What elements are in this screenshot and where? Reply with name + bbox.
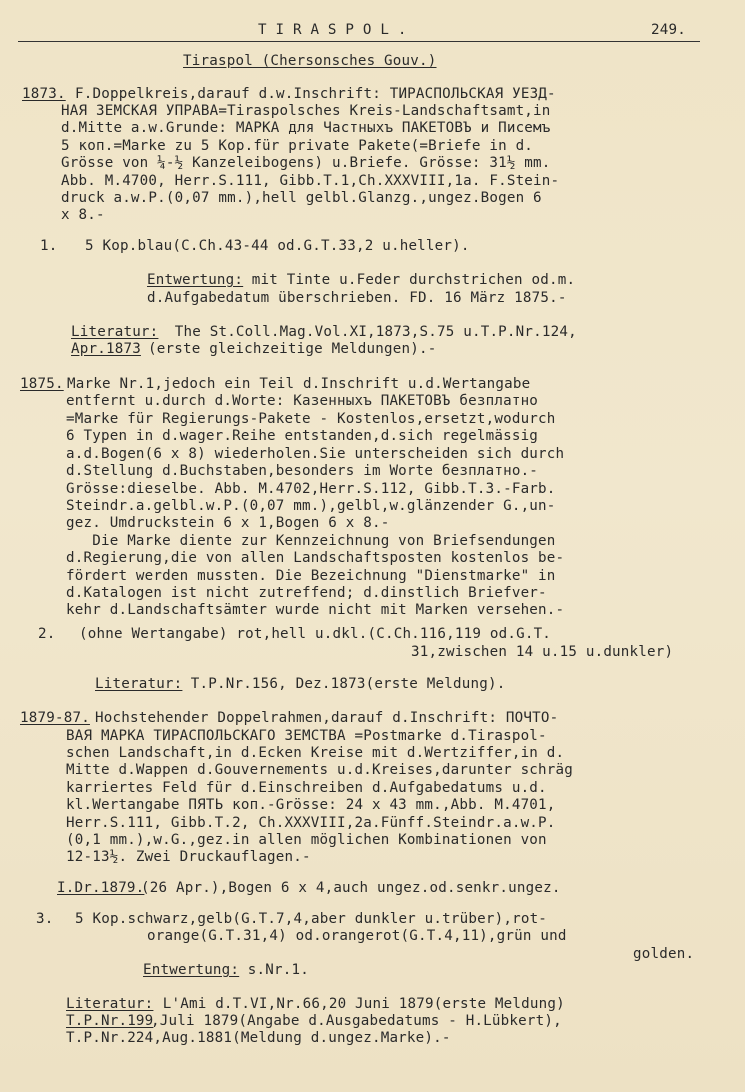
literatur-3-line-2: ,Juli 1879(Angabe d.Ausgabedatums - H.Lübkert), <box>151 1013 562 1029</box>
entry-1879-line-2: ВАЯ МАРКА ТИРАСПОЛЬСКАГО ЗЕМСТВА =Postmarke d.Tiraspol- <box>66 728 547 744</box>
literatur-1-line-1: The St.Coll.Mag.Vol.XI,1873,S.75 u.T.P.Nr.124, <box>166 324 577 340</box>
item-2-number: 2. <box>38 626 56 642</box>
item-3-number: 3. <box>36 911 54 927</box>
entry-1875-line-6: d.Stellung d.Buchstaben,besonders im Worte безплатно.- <box>66 463 539 479</box>
entry-1875-line-13: d.Katalogen ist nicht zutreffend; d.dinstlich Briefver- <box>66 585 547 601</box>
entry-year-1873: 1873. <box>22 86 66 102</box>
entry-1879-line-9: 12-13½. Zwei Druckauflagen.- <box>66 849 311 865</box>
entry-1875-line-2: entfernt u.durch d.Worte: Казенныхъ ПАКЕТОВЪ безплатно <box>66 393 539 409</box>
item-1-number: 1. <box>40 238 58 254</box>
literatur-label-3: Literatur: <box>66 996 154 1012</box>
literatur-label-1: Literatur: <box>71 324 159 340</box>
entwertung-1-line-2: d.Aufgabedatum überschrieben. FD. 16 März 1875.- <box>147 290 567 306</box>
entry-1875-line-3: =Marke für Regierungs-Pakete - Kostenlos,ersetzt,wodurch <box>66 411 556 427</box>
entry-1875-line-8: Steindr.a.gelbl.w.P.(0,07 mm.),gelbl,w.glänzender G.,un- <box>66 498 556 514</box>
literatur-3-line-1: L'Ami d.T.VI,Nr.66,20 Juni 1879(erste Meldung) <box>154 996 565 1012</box>
entry-1873-line-5: Grösse von ¼-½ Kanzeleibogens) u.Briefe. Grösse: 31½ mm. <box>61 155 551 171</box>
druck-label: I.Dr.1879. <box>57 880 145 896</box>
entry-1873-line-4: 5 коп.=Marke zu 5 Kop.für private Pakete(=Briefe in d. <box>61 138 534 154</box>
entry-1875-line-5: a.d.Bogen(6 x 8) wiederholen.Sie unterscheiden sich durch <box>66 446 565 462</box>
entry-1873-line-8: x 8.- <box>61 207 105 223</box>
entry-1873-line-1: F.Doppelkreis,darauf d.w.Inschrift: ТИРАСПОЛЬСКАЯ УЕЗД- <box>75 86 556 102</box>
entwertung-label-1: Entwertung: <box>147 272 244 288</box>
item-3-line-2: orange(G.T.31,4) od.orangerot(G.T.4,11),grün und <box>147 928 567 944</box>
literatur-2-text: T.P.Nr.156, Dez.1873(erste Meldung). <box>182 676 506 692</box>
entry-1879-line-6: kl.Wertangabe ПЯТЬ коп.-Grösse: 24 x 43 mm.,Abb. M.4701, <box>66 797 556 813</box>
entry-1875-line-9: gez. Umdruckstein 6 x 1,Bogen 6 x 8.- <box>66 515 390 531</box>
item-2-line-2: 31,zwischen 14 u.15 u.dunkler) <box>411 644 674 660</box>
literatur-3-ref: T.P.Nr.199 <box>66 1013 154 1029</box>
entry-1875-line-12: fördert werden mussten. Die Bezeichnung "Dienstmarke" in <box>66 568 556 584</box>
druck-text: (26 Apr.),Bogen 6 x 4,auch ungez.od.senkr.ungez. <box>141 880 561 896</box>
literatur-3-line-3: T.P.Nr.224,Aug.1881(Meldung d.ungez.Marke).- <box>66 1030 451 1046</box>
entry-1875-line-11: d.Regierung,die von allen Landschaftsposten kostenlos be- <box>66 550 565 566</box>
literatur-1-date: Apr.1873 <box>71 341 141 357</box>
entry-1875-line-14: kehr d.Landschaftsämter wurde nicht mit Marken versehen.- <box>66 602 565 618</box>
entry-year-1879: 1879-87. <box>20 710 90 726</box>
entry-1873-line-2: НАЯ ЗЕМСКАЯ УПРАВА=Tiraspolsches Kreis-Landschaftsamt,in <box>61 103 551 119</box>
entry-1875-line-7: Grösse:dieselbe. Abb. M.4702,Herr.S.112, Gibb.T.3.-Farb. <box>66 481 556 497</box>
entry-1879-line-5: karriertes Feld für d.Einschreiben d.Aufgabedatums u.d. <box>66 780 547 796</box>
literatur-label-2: Literatur: <box>95 676 183 692</box>
entry-1873-line-6: Abb. M.4700, Herr.S.111, Gibb.T.1,Ch.XXXVIII,1a. F.Stein- <box>61 173 560 189</box>
entry-1875-line-4: 6 Typen in d.wager.Reihe entstanden,d.sich regelmässig <box>66 428 539 444</box>
item-3-line-3: golden. <box>633 946 695 962</box>
entwertung-1-line-1: mit Tinte u.Feder durchstrichen od.m. <box>243 272 576 288</box>
entry-1873-line-7: druck a.w.P.(0,07 mm.),hell gelbl.Glanzg.,ungez.Bogen 6 <box>61 190 542 206</box>
header-rule <box>18 41 700 42</box>
entry-year-1875: 1875. <box>20 376 64 392</box>
page-number: 249. <box>651 22 686 38</box>
entry-1879-line-4: Mitte d.Wappen d.Gouvernements u.d.Kreises,darunter schräg <box>66 762 574 778</box>
entry-1875-line-10: Die Marke diente zur Kennzeichnung von Briefsendungen <box>66 533 556 549</box>
entwertung-label-3: Entwertung: <box>143 962 240 978</box>
item-2-line-1: (ohne Wertangabe) rot,hell u.dkl.(C.Ch.116,119 od.G.T. <box>79 626 552 642</box>
running-title: T I R A S P O L . <box>258 22 407 38</box>
entry-1873-line-3: d.Mitte a.w.Grunde: МАРКА для Частныхъ ПАКЕТОВЪ и Писемъ <box>61 120 551 136</box>
entry-1879-line-7: Herr.S.111, Gibb.T.2, Ch.XXXVIII,2a.Fünff.Steindr.a.w.P. <box>66 815 556 831</box>
entry-1875-line-1: Marke Nr.1,jedoch ein Teil d.Inschrift u.d.Wertangabe <box>67 376 531 392</box>
entry-1879-line-3: schen Landschaft,in d.Ecken Kreise mit d.Wertziffer,in d. <box>66 745 565 761</box>
section-title: Tiraspol (Chersonsches Gouv.) <box>183 53 437 69</box>
literatur-1-line-2: (erste gleichzeitige Meldungen).- <box>148 341 437 357</box>
entry-1879-line-1: Hochstehender Doppelrahmen,darauf d.Inschrift: ПОЧТО- <box>95 710 559 726</box>
entwertung-3-text: s.Nr.1. <box>239 962 309 978</box>
item-3-line-1: 5 Kop.schwarz,gelb(G.T.7,4,aber dunkler u.trüber),rot- <box>75 911 548 927</box>
item-1-text: 5 Kop.blau(C.Ch.43-44 od.G.T.33,2 u.heller). <box>85 238 470 254</box>
entry-1879-line-8: (0,1 mm.),w.G.,gez.in allen möglichen Kombinationen von <box>66 832 547 848</box>
